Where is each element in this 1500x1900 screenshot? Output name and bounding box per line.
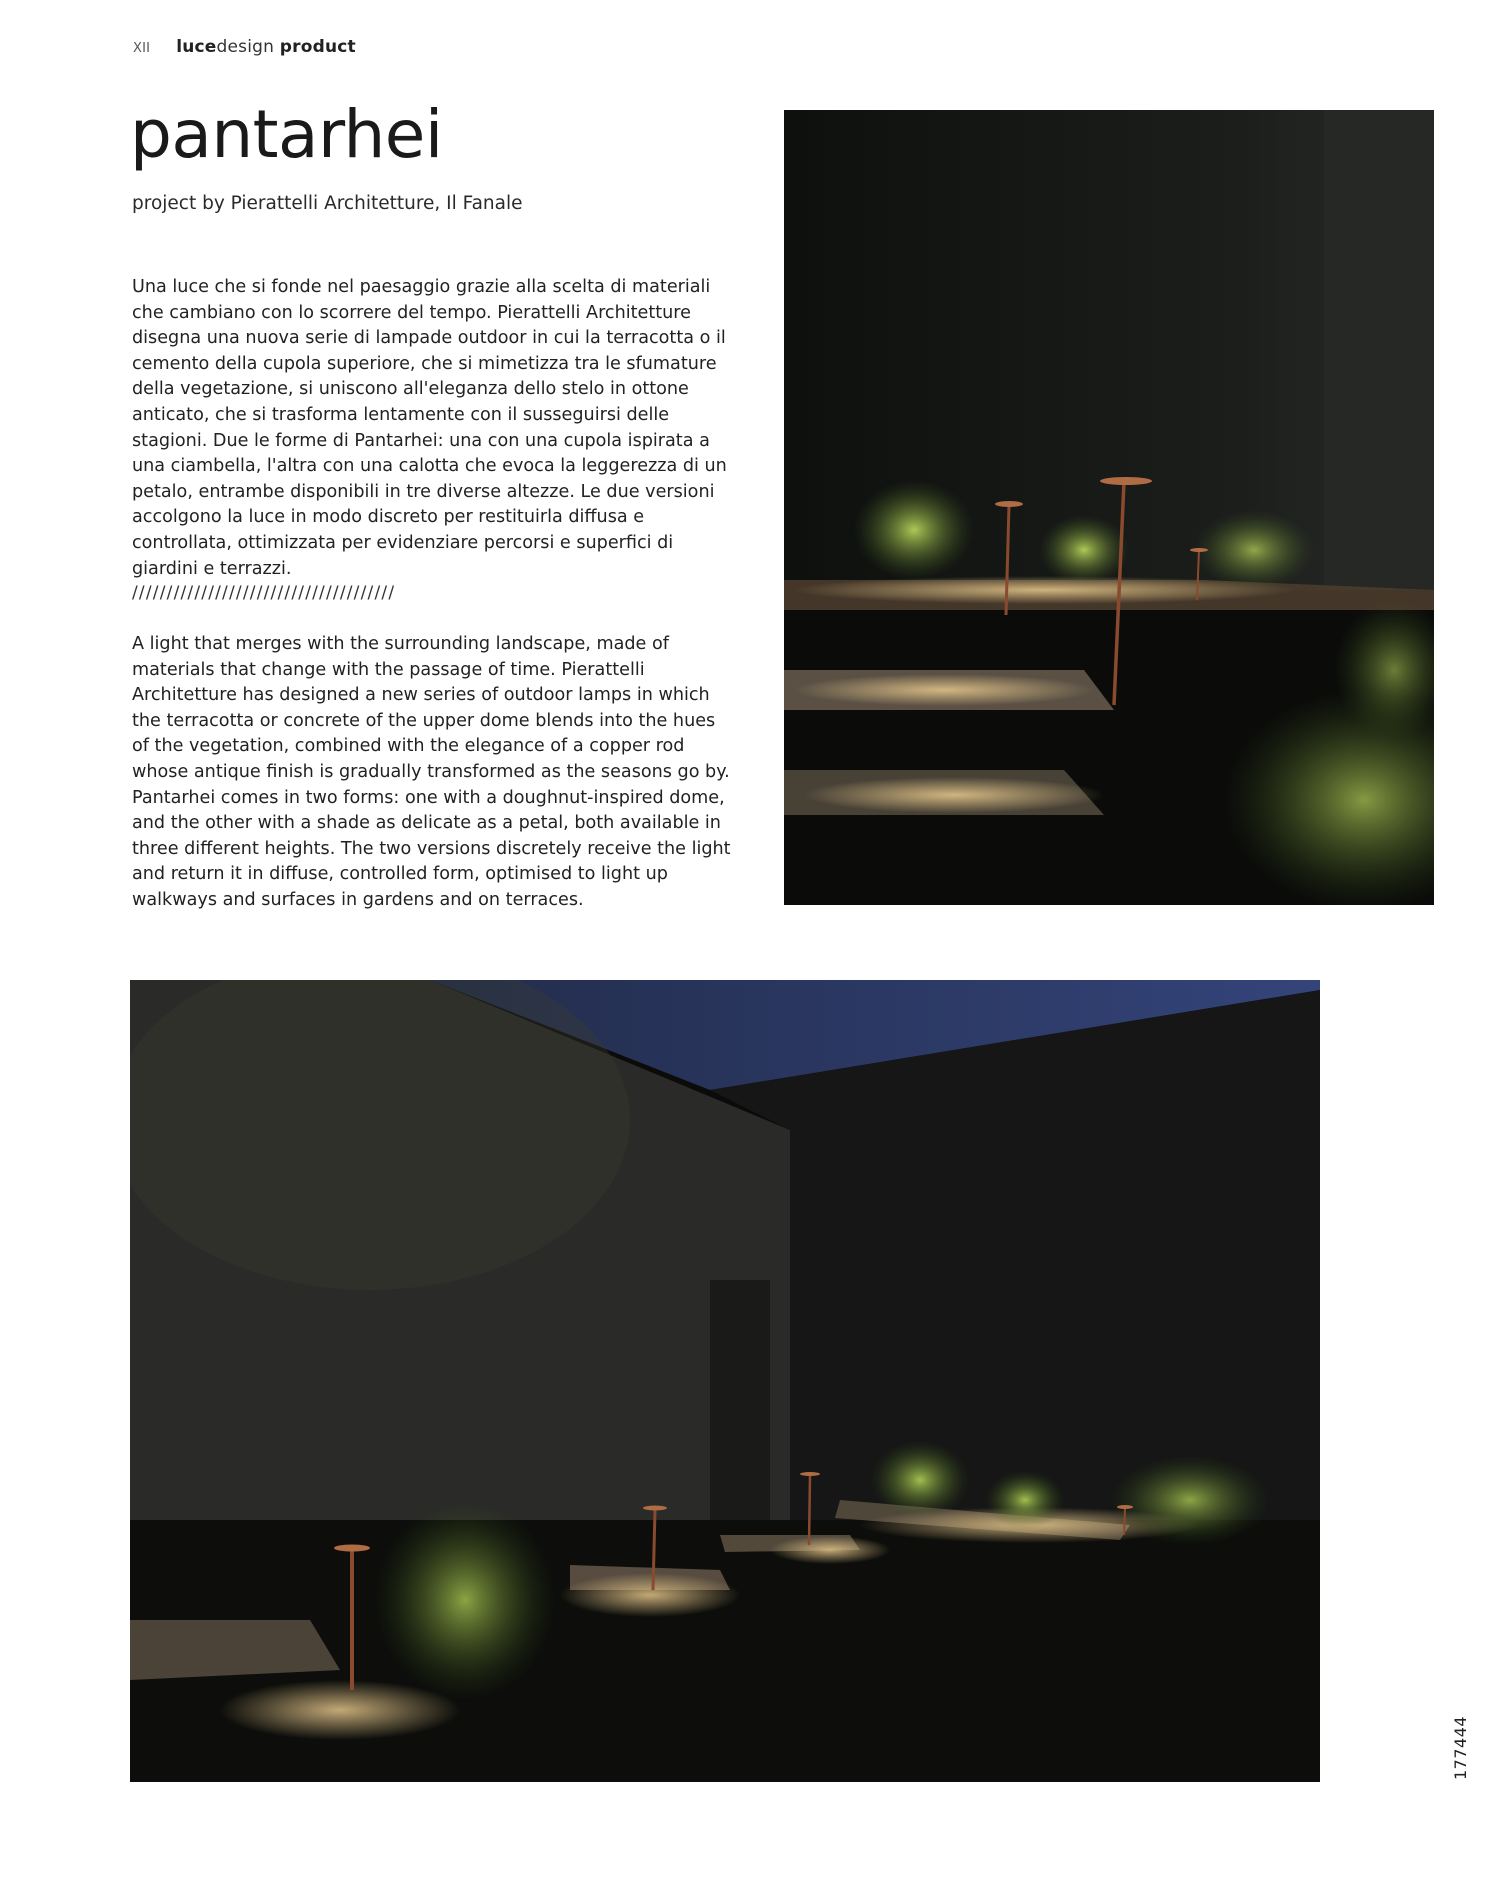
courtyard-lamps-photo (130, 980, 1320, 1782)
courtyard-lamps-illustration (130, 980, 1320, 1782)
article-title: pantarhei (130, 96, 443, 173)
garden-lamps-photo (784, 110, 1434, 905)
page-number: XII (133, 41, 151, 56)
brand-light: design (216, 37, 275, 57)
catalog-number-text: 177444 (1451, 1715, 1470, 1780)
garden-lamps-illustration (784, 110, 1434, 905)
brand-bold: luce (176, 37, 217, 57)
catalog-number (1447, 1700, 1477, 1780)
magazine-brand (176, 37, 356, 57)
english-paragraph: A light that merges with the surrounding landscape, made of materials that change with the passage of time. Pierattelli Architetture has designed a new series of outdoor lamps in which the terracotta or concrete of the upper dome blends into the hues of the vegetation, combined with the elegance of a copper rod whose antique finish is gradually transformed as the seasons go by. Pantarhei comes in two forms: one with a doughnut-inspired dome, and the other with a shade as delicate as a petal, both available in three different heights. The two versions discretely receive the light and return it in diffuse, controlled form, optimised to light up walkways and surfaces in gardens and on terraces. (132, 634, 731, 910)
project-credit: project by Pierattelli Architetture, Il Fanale (132, 193, 523, 214)
text-divider: ////////////////////////////////////// (132, 583, 396, 603)
section-name: product (279, 37, 356, 57)
page-header (133, 37, 356, 57)
italian-paragraph: Una luce che si fonde nel paesaggio grazie alla scelta di materiali che cambiano con lo scorrere del tempo. Pierattelli Architetture disegna una nuova serie di lampade outdoor in cui la terracotta o il cemento della cupola superiore, che si mimetizza tra le sfumature della vegetazione, si uniscono all'eleganza dello stelo in ottone anticato, che si trasforma lentamente con il susseguirsi delle stagioni. Due le forme di Pantarhei: una con una cupola ispirata a una ciambella, l'altra con una calotta che evoca la leggerezza di un petalo, entrambe disponibili in tre diverse altezze. Le due versioni accolgono la luce in modo discreto per restituirla diffusa e controllata, ottimizzata per evidenziare percorsi e superfici di giardini e terrazzi. (132, 277, 727, 579)
